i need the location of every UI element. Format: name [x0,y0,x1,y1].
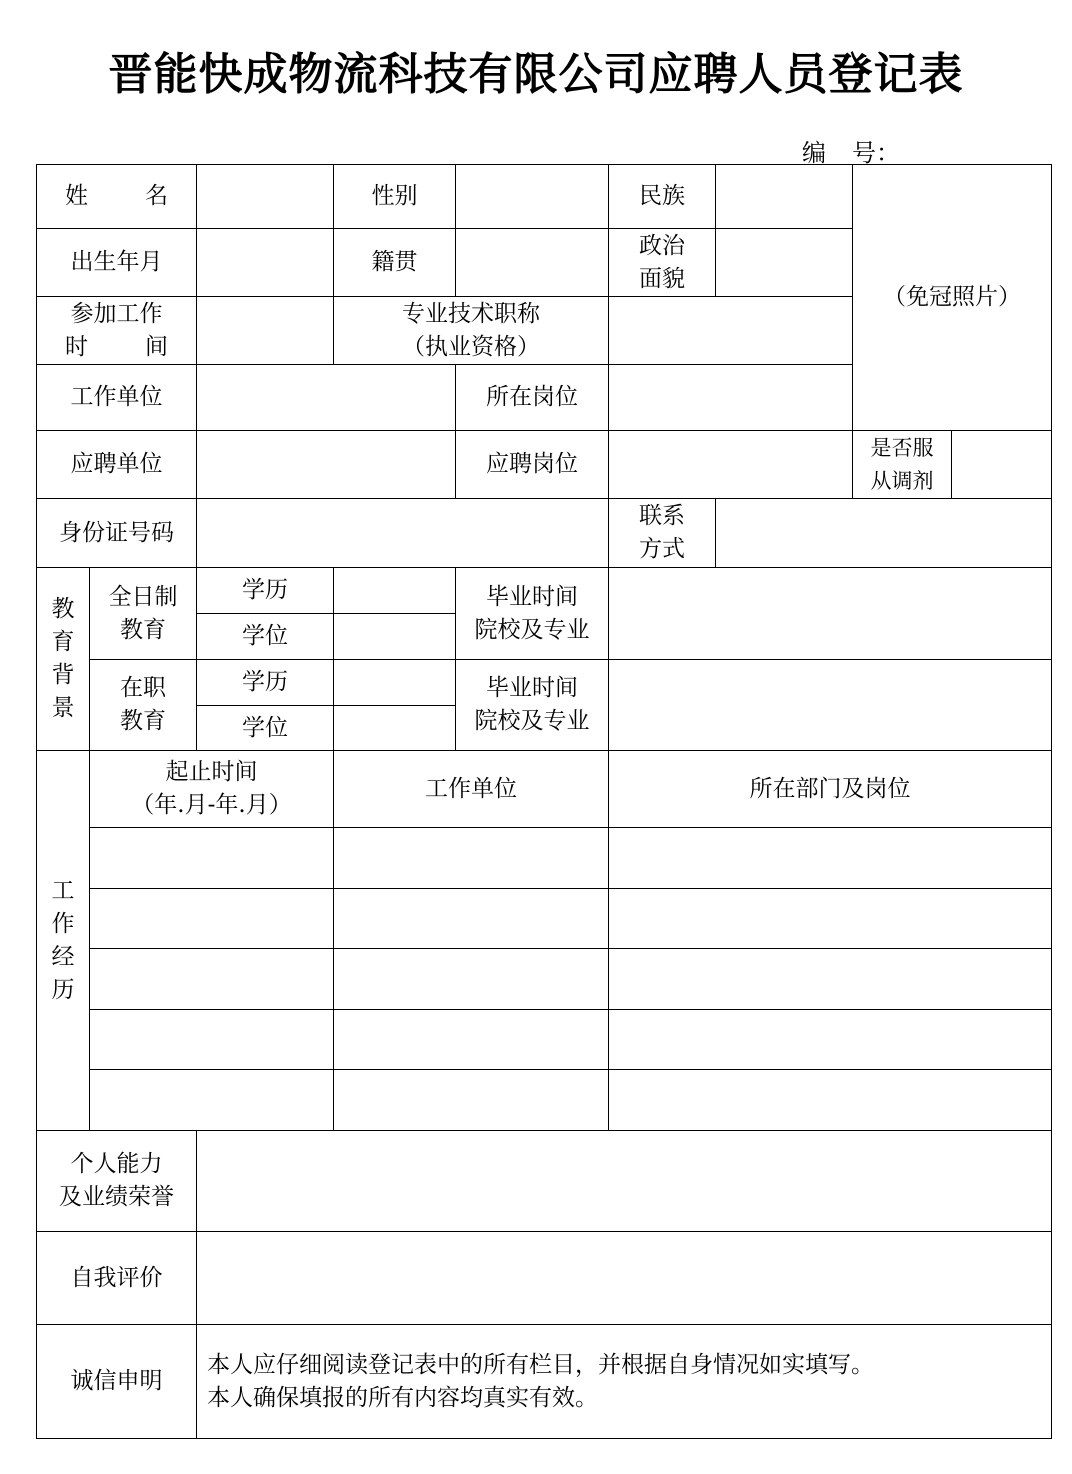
input-fulltime-degree-record[interactable] [334,568,456,614]
integrity-line-2: 本人确保填报的所有内容均真实有效。 [207,1384,598,1411]
input-period[interactable] [90,949,334,1010]
work-history-row [37,1070,1052,1131]
label-ethnicity: 民族 [609,165,716,229]
label-inservice-degree-record: 学历 [197,660,334,706]
label-fulltime-degree-record: 学历 [197,568,334,614]
label-political-status: 政治 面貌 [609,229,716,297]
label-employer: 工作单位 [37,365,197,431]
label-self-evaluation: 自我评价 [37,1232,197,1325]
label-work-start: 参加工作 时 间 [37,297,197,365]
input-current-post[interactable] [609,365,853,431]
work-history-row [37,1010,1052,1070]
photo-placeholder[interactable]: （免冠照片） [853,165,1052,431]
input-period[interactable] [90,1070,334,1131]
input-contact[interactable] [716,499,1052,568]
label-gender: 性别 [334,165,456,229]
label-apply-post: 应聘岗位 [456,431,609,499]
work-history-row [37,949,1052,1010]
registration-form-table [36,164,1052,1439]
input-political-status[interactable] [716,229,853,297]
input-fulltime-graduation[interactable] [609,568,1052,660]
label-name: 姓 名 [37,165,197,229]
input-self-evaluation[interactable] [197,1232,1052,1325]
input-period[interactable] [90,889,334,949]
label-id-number: 身份证号码 [37,499,197,568]
input-inservice-degree-record[interactable] [334,660,456,706]
input-department-post[interactable] [609,889,1052,949]
label-birth: 出生年月 [37,229,197,297]
work-history-row [37,889,1052,949]
label-native-place: 籍贯 [334,229,456,297]
label-fulltime-graduation: 毕业时间 院校及专业 [456,568,609,660]
input-period[interactable] [90,1010,334,1070]
input-apply-post[interactable] [609,431,853,499]
label-work-history: 工 作 经 历 [37,751,90,1131]
input-work-unit[interactable] [334,1010,609,1070]
label-abilities-honors: 个人能力 及业绩荣誉 [37,1131,197,1232]
input-inservice-degree[interactable] [334,706,456,751]
input-work-start[interactable] [197,297,334,365]
input-ethnicity[interactable] [716,165,853,229]
input-inservice-graduation[interactable] [609,660,1052,751]
input-department-post[interactable] [609,1010,1052,1070]
integrity-line-1: 本人应仔细阅读登记表中的所有栏目，并根据自身情况如实填写。 [207,1351,874,1378]
input-department-post[interactable] [609,828,1052,889]
input-department-post[interactable] [609,1070,1052,1131]
input-work-unit[interactable] [334,889,609,949]
input-work-unit[interactable] [334,949,609,1010]
label-inservice-education: 在职 教育 [90,660,197,751]
input-period[interactable] [90,828,334,889]
label-fulltime-education: 全日制 教育 [90,568,197,660]
label-accept-reassignment: 是否服 从调剂 [853,431,952,499]
input-gender[interactable] [456,165,609,229]
input-fulltime-degree[interactable] [334,614,456,660]
input-work-unit[interactable] [334,828,609,889]
input-birth[interactable] [197,229,334,297]
header-department-post: 所在部门及岗位 [609,751,1052,828]
input-work-unit[interactable] [334,1070,609,1131]
label-fulltime-degree: 学位 [197,614,334,660]
form-title: 晋能快成物流科技有限公司应聘人员登记表 [108,49,964,100]
input-department-post[interactable] [609,949,1052,1010]
input-abilities-honors[interactable] [197,1131,1052,1232]
input-employer[interactable] [197,365,456,431]
input-id-number[interactable] [197,499,609,568]
input-native-place[interactable] [456,229,609,297]
input-apply-unit[interactable] [197,431,456,499]
integrity-statement-text [197,1325,1052,1439]
label-education-background: 教 育 背 景 [37,568,90,751]
label-contact: 联系 方式 [609,499,716,568]
label-professional-title: 专业技术职称 （执业资格） [334,297,609,365]
label-inservice-graduation: 毕业时间 院校及专业 [456,660,609,751]
label-inservice-degree: 学位 [197,706,334,751]
header-period: 起止时间 （年.月-年.月） [90,751,334,828]
serial-number-label: 编号： [802,139,900,167]
input-name[interactable] [197,165,334,229]
header-work-unit: 工作单位 [334,751,609,828]
work-history-row [37,828,1052,889]
input-professional-title[interactable] [609,297,853,365]
label-current-post: 所在岗位 [456,365,609,431]
label-apply-unit: 应聘单位 [37,431,197,499]
input-accept-reassignment[interactable] [952,431,1052,499]
label-integrity-statement: 诚信申明 [37,1325,197,1439]
